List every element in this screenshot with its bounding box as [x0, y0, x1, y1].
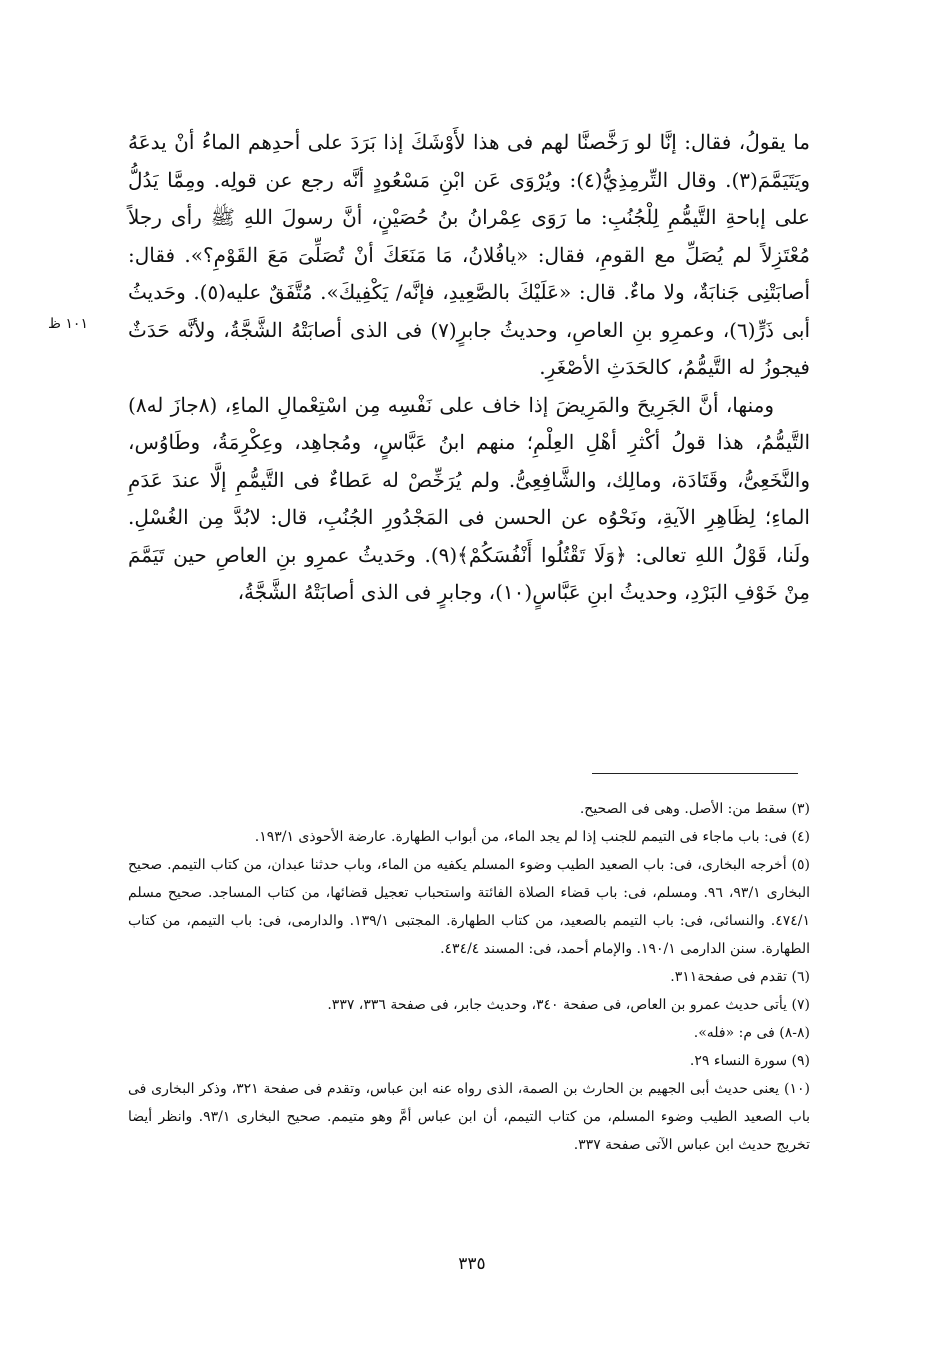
paragraph: ومنها، أنَّ الجَرِيحَ والمَرِيضَ إذا خاف على نَفْسِه مِن اسْتِعْمالِ الماءِ، (٨جازَ له٨) التَّيمُّمُ، هذا قولُ أكْثرِ أهْلِ العِلْمِ؛ منهم ابنُ عَبَّاسٍ، ومُجاهِد، وعِكْرِمَةُ، وطَاوُس، والنَّخَعِىُّ، وقَتَادَة، ومالِك، والشَّافِعِىُّ. ولم يُرَخِّصْ له عَطاءٌ فى التَّيمُّمِ إلَّا عندَ عَدَمِ الماءِ؛ لِظَاهِرِ الآيةِ، ونَحْوُه عن الحسن فى المَجْدُورِ الجُنُبِ، قال: لابُدَّ مِن الغُسْلِ. ولَنا، قَوْلُ اللهِ تعالى: ﴿وَلَا تَقْتُلُوا أَنْفُسَكُمْ﴾(٩). وحَديثُ عمرِو بنِ العاصِ حين تَيَمَّمَ مِنْ خَوْفِ البَرْدِ، وحديثُ ابنِ عَبَّاسٍ(١٠)، وجابرٍ فى الذى أصابَتْهُ الشَّجَّةُ، — [128, 392, 810, 604]
page-number: ٣٣٥ — [458, 1254, 486, 1274]
footnote: (٣) سقط من: الأصل. وهى فى الصحيح. — [579, 801, 810, 817]
footnote: (٤) فى: باب ماجاء فى التيمم للجنب إذا لم يجد الماء، من أبواب الطهارة. عارضة الأحوذى ١٩٣/١. — [254, 829, 810, 845]
footnote: (٩) سورة النساء ٢٩. — [689, 1053, 810, 1069]
paragraph: ما يقولُ، فقال: إنَّا لو رَخَّصنَّا لهم فى هذا لأَوْشَكَ إذا بَرَدَ على أحدِهم الماءُ أنْ يدعَهُ ويَتَيَمَّمَ(٣). وقال التِّرمِذِيُّ(٤): ويُرْوَى عَن ابْنِ مَسْعُودٍ أنَّه رجع عن قولِه. ومِمَّا يَدُلُّ على إباحةِ التَّيمُّمِ لِلْجُنُبِ: ما رَوَى عِمْرانُ بنُ حُصَيْنٍ، أنَّ رسولَ اللهِ ﷺ رأى رجلاً مُعْتَزِلاً لم يُصَلِّ مع القومِ، فقال: «يافُلانُ، مَا مَنَعَكَ أنْ تُصَلِّىَ مَعَ القَوْمِ؟». فقال: أصابَتْنِى جَنابَةٌ، ولا ماءٌ. قال: «عَلَيْكَ بالصَّعِيدِ، فإنَّه/ يَكْفِيكَ». مُتَّفَقٌ عليه(٥). وحَديثُ أبى ذَرٍّ(٦)، وعمرِو بنِ العاصِ، وحديثُ جابرٍ(٧) فى الذى أصابَتْهُ الشَّجَّةُ، ولأنَّه حَدَثٌ فيجوزُ له التَّيمُّمُ، كالحَدَثِ الأصْغَرِ. — [128, 130, 810, 379]
footnotes — [128, 795, 810, 1159]
footnote: (٥) أخرجه البخارى، فى: باب الصعيد الطيب وضوء المسلم يكفيه من الماء، وباب حدثنا عبدان، من كتاب التيمم. صحيح البخارى ٩٣/١، ٩٦. ومسلم، فى: باب قضاء الصلاة الفائتة واستحباب تعجيل قضائها، من كتاب المساجد. صحيح مسلم ٤٧٤/١. والنسائى، فى: باب التيمم بالصعيد، من كتاب الطهارة. المجتبى ١٣٩/١. والدارمى، فى: باب التيمم، من كتاب الطهارة. سنن الدارمى ١٩٠/١. والإمام أحمد، فى: المسند ٤٣٤/٤. — [128, 857, 811, 957]
footnote: (٨-٨) فى م: «فله». — [693, 1025, 810, 1041]
footnote: (٦) تقدم فى صفحة٣١١. — [670, 969, 810, 985]
margin-folio-note: ١٠١ ظ — [48, 316, 88, 332]
footnote-separator — [592, 773, 798, 774]
footnote: (١٠) يعنى حديث أبى الجهيم بن الحارث بن الصمة، الذى رواه عنه ابن عباس، وتقدم فى صفحة ٣٢١، وذكر البخارى فى باب الصعيد الطيب وضوء المسلم، من كتاب التيمم، أن ابن عباس أمَّ وهو متيمم. صحيح البخارى ٩٣/١. وانظر أيضا تخريج حديث ابن عباس الآتى صفحة ٣٣٧. — [128, 1081, 810, 1153]
main-text — [128, 124, 810, 612]
footnote: (٧) يأتى حديث عمرو بن العاص، فى صفحة ٣٤٠، وحديث جابر، فى صفحة ٣٣٦، ٣٣٧. — [327, 997, 810, 1013]
